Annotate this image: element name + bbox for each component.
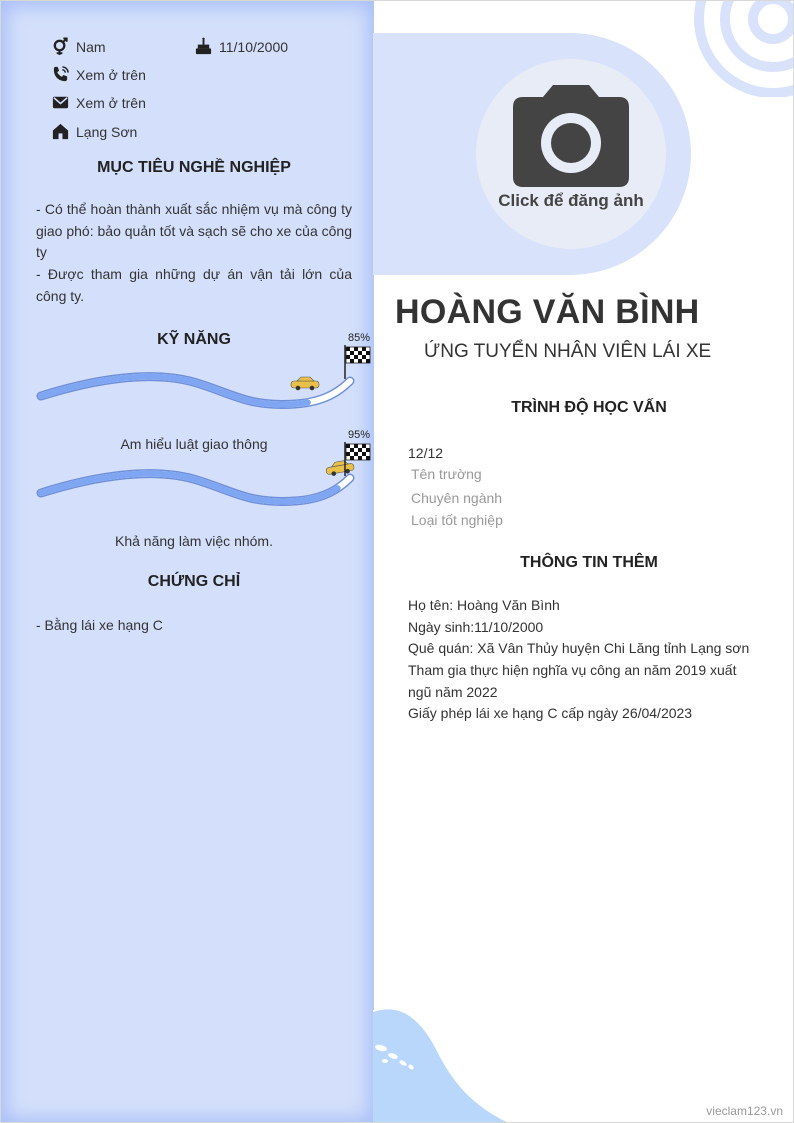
objective-title: MỤC TIÊU NGHỀ NGHIỆP [97,159,291,176]
skill-2-percent: 95% [348,429,371,441]
skills-title: KỸ NĂNG [157,331,231,348]
extra-info-line: Ngày sinh:11/10/2000 [408,619,544,635]
extra-info-line: Giấy phép lái xe hạng C cấp ngày 26/04/2023 [408,705,693,721]
checkered-flag-icon [345,345,370,379]
camera-icon[interactable] [513,85,629,187]
extra-info-line: Họ tên: Hoàng Văn Bình [408,597,560,613]
gender-icon [51,37,70,56]
skill-2-label: Khả năng làm việc nhóm. [115,533,273,549]
gender-value: Nam [76,38,106,55]
address-row [51,122,137,141]
phone-row [51,65,146,84]
skill-1-percent: 85% [348,332,371,344]
decorative-circles [691,1,794,97]
phone-icon [51,65,70,84]
education-rank: Loại tốt nghiệp [411,512,503,528]
gender-row [51,37,106,56]
extra-info-line: Quê quán: Xã Vân Thủy huyện Chi Lăng tỉnh Lạng sơn [408,640,750,656]
car-icon [291,377,319,390]
candidate-name: HOÀNG VĂN BÌNH [395,293,700,331]
certificate-item: - Bằng lái xe hạng C [36,617,163,633]
education-major: Chuyên ngành [411,490,503,506]
skill-road-2 [35,426,375,516]
home-icon [51,122,70,141]
phone-value: Xem ở trên [76,66,146,83]
objective-line-1: - Có thể hoàn thành xuất sắc nhiệm vụ mà công ty giao phó: bảo quản tốt và sạch sẽ cho xe của công ty [36,201,353,260]
address-value: Lạng Sơn [76,123,138,140]
footer-brand: vieclam123.vn [706,1104,783,1118]
email-value: Xem ở trên [76,94,146,111]
extra-info-line: Tham gia thực hiện nghĩa vụ công an năm 2019 xuất ngũ năm 2022 [408,662,737,700]
photo-upload-caption[interactable]: Click để đăng ảnh [498,191,644,210]
skill-road-1 [35,329,375,419]
skill-2-progress [41,474,350,502]
education-school: Tên trường [411,466,482,482]
objective-line-2: - Được tham gia những dự án vận tải lớn của công ty. [36,266,352,304]
certificates-title: CHỨNG CHỈ [147,573,241,590]
education-grade: 12/12 [408,445,444,461]
skill-1-label: Am hiểu luật giao thông [120,436,268,452]
education-title: TRÌNH ĐỘ HỌC VẤN [511,399,667,416]
envelope-icon [51,93,70,112]
decorative-wave [373,1001,523,1123]
email-row [51,93,146,112]
birthday-row [194,37,288,56]
birthday-value: 11/10/2000 [219,38,289,55]
extra-info-title: THÔNG TIN THÊM [520,554,658,571]
applied-position: ỨNG TUYỂN NHÂN VIÊN LÁI XE [424,341,712,362]
birthday-cake-icon [194,37,213,56]
